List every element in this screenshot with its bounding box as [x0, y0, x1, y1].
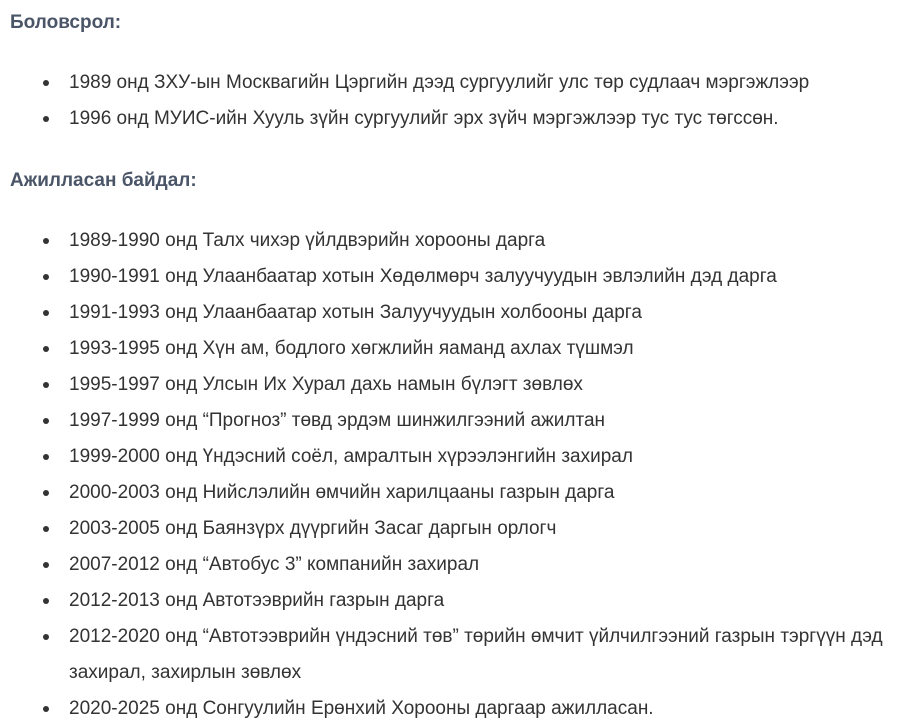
education-list — [10, 65, 907, 137]
list-item-text: 2012-2020 онд “Автотээврийн үндэсний төв” төрийн өмчит үйлчилгээний газрын тэргүүн дэд захирал, захирлын зөвлөх — [69, 626, 883, 683]
bullet-icon — [43, 80, 49, 86]
bullet-icon — [43, 526, 49, 532]
list-item — [10, 403, 907, 439]
list-item — [10, 439, 907, 475]
education-heading: Боловсрол: — [10, 12, 122, 33]
bullet-icon — [43, 116, 49, 122]
bullet-icon — [43, 382, 49, 388]
list-item — [10, 619, 907, 691]
list-item — [10, 65, 907, 101]
list-item-text: 2020-2025 онд Сонгуулийн Ерөнхий Хорооны даргаар ажилласан. — [69, 698, 654, 719]
list-item-text: 1991-1993 онд Улаанбаатар хотын Залуучуудын холбооны дарга — [69, 302, 642, 323]
bullet-icon — [43, 706, 49, 712]
list-item-text: 1997-1999 онд “Прогноз” төвд эрдэм шинжилгээний ажилтан — [69, 410, 606, 431]
bullet-icon — [43, 490, 49, 496]
list-item — [10, 259, 907, 295]
list-item — [10, 475, 907, 511]
bullet-icon — [43, 562, 49, 568]
work-history-heading: Ажилласан байдал: — [10, 170, 197, 191]
list-item-text: 1995-1997 онд Улсын Их Хурал дахь намын бүлэгт зөвлөх — [69, 374, 583, 395]
list-item-text: 2007-2012 онд “Автобус 3” компанийн захирал — [69, 554, 480, 575]
list-item — [10, 295, 907, 331]
list-item-text: 2000-2003 онд Нийслэлийн өмчийн харилцааны газрын дарга — [69, 482, 615, 503]
list-item — [10, 331, 907, 367]
bullet-icon — [43, 346, 49, 352]
list-item-text: 1996 онд МУИС-ийн Хууль зүйн сургуулийг эрх зүйч мэргэжлээр тус тус төгссөн. — [69, 108, 779, 129]
bullet-icon — [43, 238, 49, 244]
list-item — [10, 367, 907, 403]
list-item-text: 1993-1995 онд Хүн ам, бодлого хөгжлийн яаманд ахлах түшмэл — [69, 338, 634, 359]
list-item — [10, 101, 907, 137]
list-item — [10, 691, 907, 727]
bullet-icon — [43, 454, 49, 460]
list-item — [10, 547, 907, 583]
list-item-text: 2012-2013 онд Автотээврийн газрын дарга — [69, 590, 445, 611]
list-item-text: 1989-1990 онд Талх чихэр үйлдвэрийн хорооны дарга — [69, 230, 546, 251]
work-history-list — [10, 223, 907, 727]
list-item-text: 1989 онд ЗХУ-ын Москвагийн Цэргийн дээд сургуулийг улс төр судлаач мэргэжлээр — [69, 72, 810, 93]
list-item — [10, 223, 907, 259]
list-item-text: 2003-2005 онд Баянзүрх дүүргийн Засаг даргын орлогч — [69, 518, 557, 539]
bullet-icon — [43, 634, 49, 640]
bullet-icon — [43, 418, 49, 424]
list-item-text: 1999-2000 онд Үндэсний соёл, амралтын хүрээлэнгийн захирал — [69, 446, 633, 467]
list-item — [10, 511, 907, 547]
list-item-text: 1990-1991 онд Улаанбаатар хотын Хөдөлмөрч залуучуудын эвлэлийн дэд дарга — [69, 266, 777, 287]
bullet-icon — [43, 598, 49, 604]
bullet-icon — [43, 310, 49, 316]
list-item — [10, 583, 907, 619]
bullet-icon — [43, 274, 49, 280]
